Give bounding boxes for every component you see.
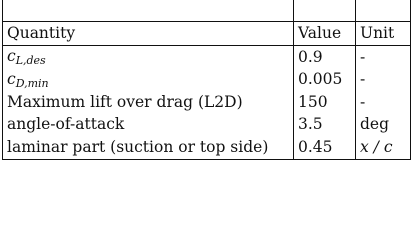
header-unit: Unit [356,21,411,45]
top-cell-value [294,0,356,21]
quantity-cell: angle-of-attack [3,114,294,137]
header-quantity: Quantity [3,21,294,45]
parameters-table [2,0,411,160]
quantity-cell: laminar part (suction or top side) [3,136,294,159]
value-cell: 0.45 [294,136,356,159]
quantity-subscript: D,min [15,76,49,90]
quantity-symbol: c [7,69,16,88]
table-header-row [3,21,411,45]
value-cell: 150 [294,91,356,114]
table-row [3,136,411,159]
unit-cell: - [356,46,411,69]
table-row [3,69,411,92]
top-cell-unit [356,0,411,21]
unit-cell: x / c [356,136,411,159]
quantity-cell [3,69,294,92]
value-cell: 0.9 [294,46,356,69]
quantity-symbol: c [7,46,16,65]
top-cell-quantity [3,0,294,21]
value-cell: 0.005 [294,69,356,92]
unit-cell: deg [356,114,411,137]
unit-cell: - [356,69,411,92]
quantity-cell: Maximum lift over drag (L2D) [3,91,294,114]
value-cell: 3.5 [294,114,356,137]
table-row [3,46,411,69]
header-value: Value [294,21,356,45]
table-top-continuation [3,0,411,21]
quantity-subscript: L,des [15,53,46,67]
quantity-cell [3,46,294,69]
table-row [3,91,411,114]
table-row [3,114,411,137]
unit-cell: - [356,91,411,114]
